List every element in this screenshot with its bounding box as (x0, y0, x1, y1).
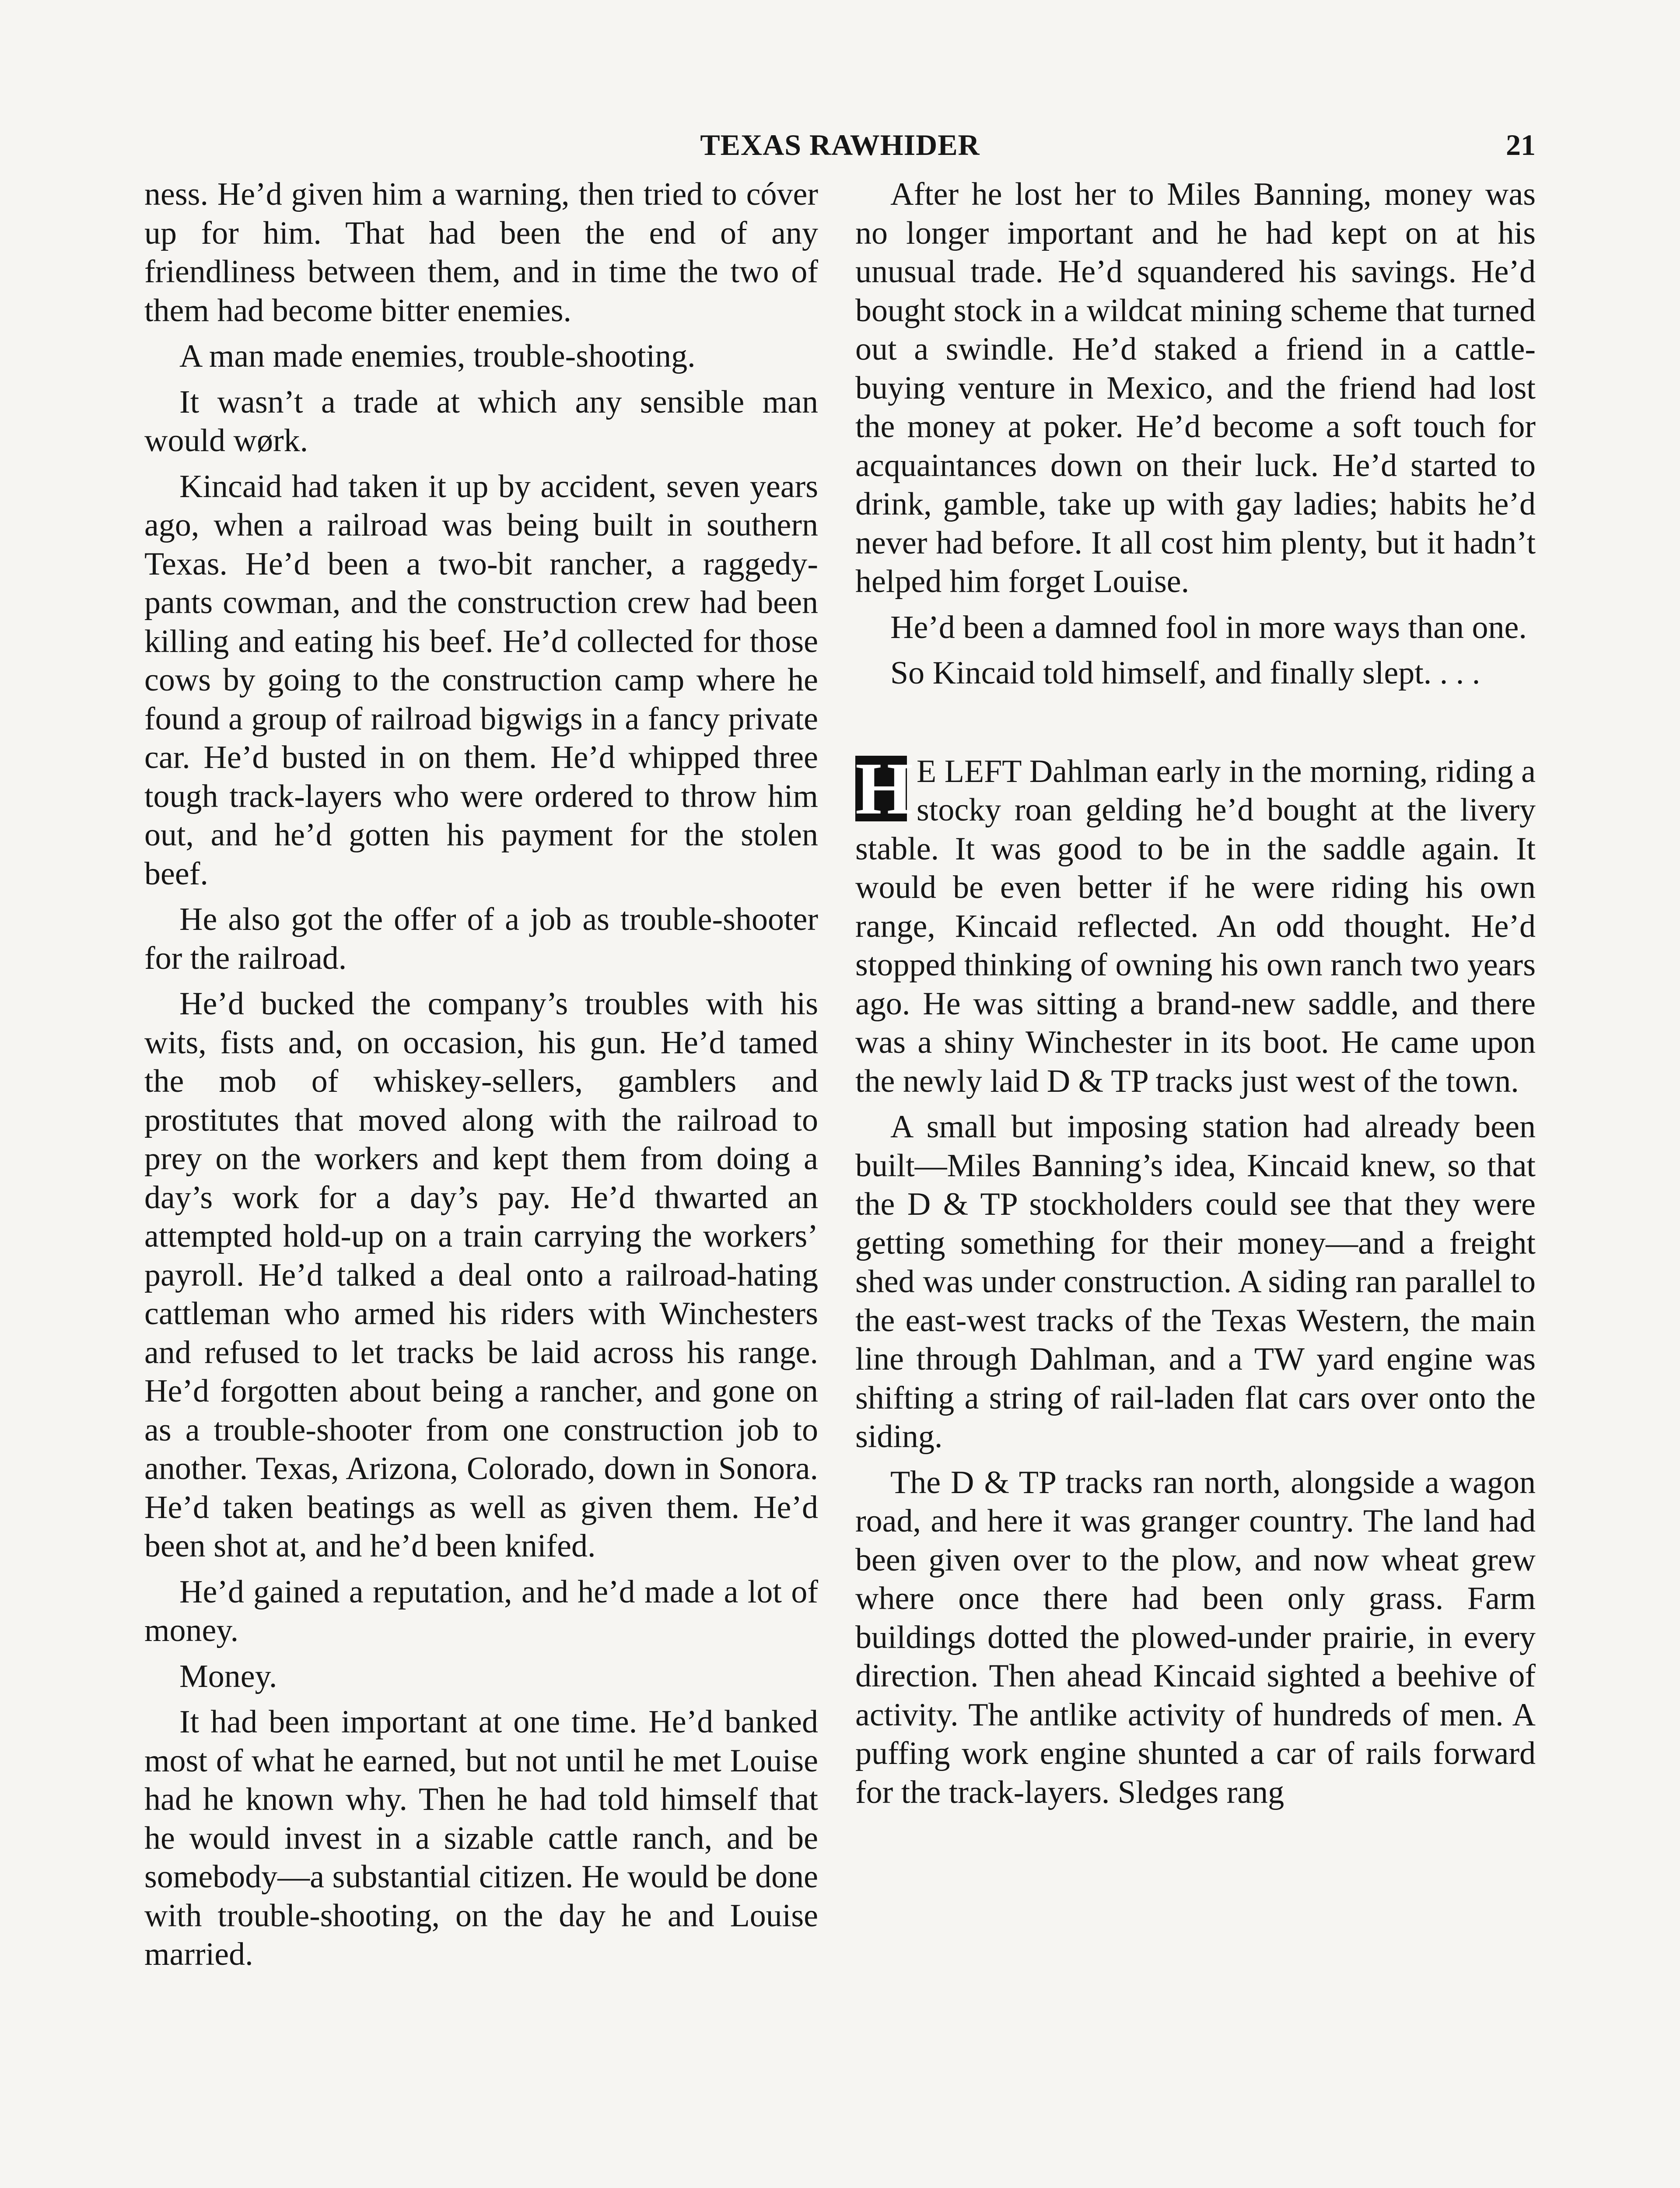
paragraph: Kincaid had taken it up by accident, seven years ago, when a railroad was being built in southern Texas. He’d been a two-bit rancher, a raggedy-pants cowman, and the construction crew had been killing and eating his beef. He’d collected for those cows by going to the construction camp where he found a group of railroad bigwigs in a fancy private car. He’d busted in on them. He’d whipped three tough track-layers who were ordered to throw him out, and he’d gotten his payment for the stolen beef. (144, 468, 818, 892)
running-title: TEXAS RAWHIDER (700, 128, 980, 161)
paragraph: It wasn’t a trade at which any sensible man would wørk. (144, 384, 818, 459)
paragraph: He’d gained a reputation, and he’d made a lot of money. (144, 1574, 818, 1648)
paragraph: Money. (179, 1658, 277, 1694)
paragraph: He also got the offer of a job as trouble-shooter for the railroad. (144, 901, 818, 976)
page-number: 21 (1506, 128, 1536, 161)
paragraph: A man made enemies, trouble-shooting. (179, 338, 696, 374)
paragraph: A small but imposing station had already been built—Miles Banning’s idea, Kincaid knew, so that the D & TP stockholders could see that they were getting something for their money—and a freight shed was under construction. A siding ran parallel to the east-west tracks of the Texas Western, the main line through Dahlman, and a TW yard engine was shifting a string of rail-laden flat cars over onto the siding. (855, 1109, 1536, 1455)
left-column (144, 175, 818, 1981)
paragraph: So Kincaid told himself, and finally slept. . . . (890, 655, 1480, 691)
section-break (855, 700, 1536, 752)
paragraph: He’d bucked the company’s troubles with his wits, fists and, on occasion, his gun. He’d tamed the mob of whiskey-sellers, gamblers and prostitutes that moved along with the railroad to prey on the workers and kept them from doing a day’s work for a day’s pay. He’d thwarted an attempted hold-up on a train carrying the workers’ payroll. He’d talked a deal onto a railroad-hating cattleman who armed his riders with Winchesters and refused to let tracks be laid across his range. He’d forgotten about being a rancher, and gone on as a trouble-shooter from one construction job to another. Texas, Arizona, Colorado, down in Sonora. He’d taken beatings as well as given them. He’d been shot at, and he’d been knifed. (144, 986, 818, 1564)
paragraph: It had been important at one time. He’d banked most of what he earned, but not until he met Louise had he known why. Then he had told himself that he would invest in a sizable cattle ranch, and be somebody—a substantial citizen. He would be done with trouble-shooting, on the day he and Louise married. (144, 1704, 818, 1972)
right-column (855, 175, 1536, 1819)
paragraph: The D & TP tracks ran north, alongside a wagon road, and here it was granger country. The land had been given over to the plow, and now wheat grew where once there had been only grass. Farm buildings dotted the plowed-under prairie, in every direction. Then ahead Kincaid sighted a beehive of activity. The antlike activity of hundreds of men. A puffing work engine shunted a car of rails forward for the track-layers. Sledges rang (855, 1464, 1536, 1810)
section-opening-paragraph (855, 747, 1536, 1101)
paragraph: ness. He’d given him a warning, then tried to cóver up for him. That had been the end of any friendliness between them, and in time the two of them had become bitter enemies. (144, 176, 818, 329)
paragraph: After he lost her to Miles Banning, money was no longer important and he had kept on at his unusual trade. He’d squandered his savings. He’d bought stock in a wildcat mining scheme that turned out a swindle. He’d staked a friend in a cattle-buying venture in Mexico, and the friend had lost the money at poker. He’d become a soft touch for acquaintances down on their luck. He’d started to drink, gamble, take up with gay ladies; habits he’d never had before. It all cost him plenty, but it hadn’t helped him forget Louise. (855, 176, 1536, 600)
drop-cap: H (855, 747, 914, 830)
running-header (144, 128, 1536, 167)
paragraph: He’d been a damned fool in more ways than one. (890, 609, 1527, 645)
section-opening-text: E LEFT Dahlman early in the morning, riding a stocky roan gelding he’d bought at the livery stable. It was good to be in the saddle again. It would be even better if he were riding his own range, Kincaid reflected. An odd thought. He’d stopped thinking of owning his own ranch two years ago. He was sitting a brand-new saddle, and there was a shiny Winchester in its boot. He came upon the newly laid D & TP tracks just west of the town. (855, 753, 1536, 1099)
